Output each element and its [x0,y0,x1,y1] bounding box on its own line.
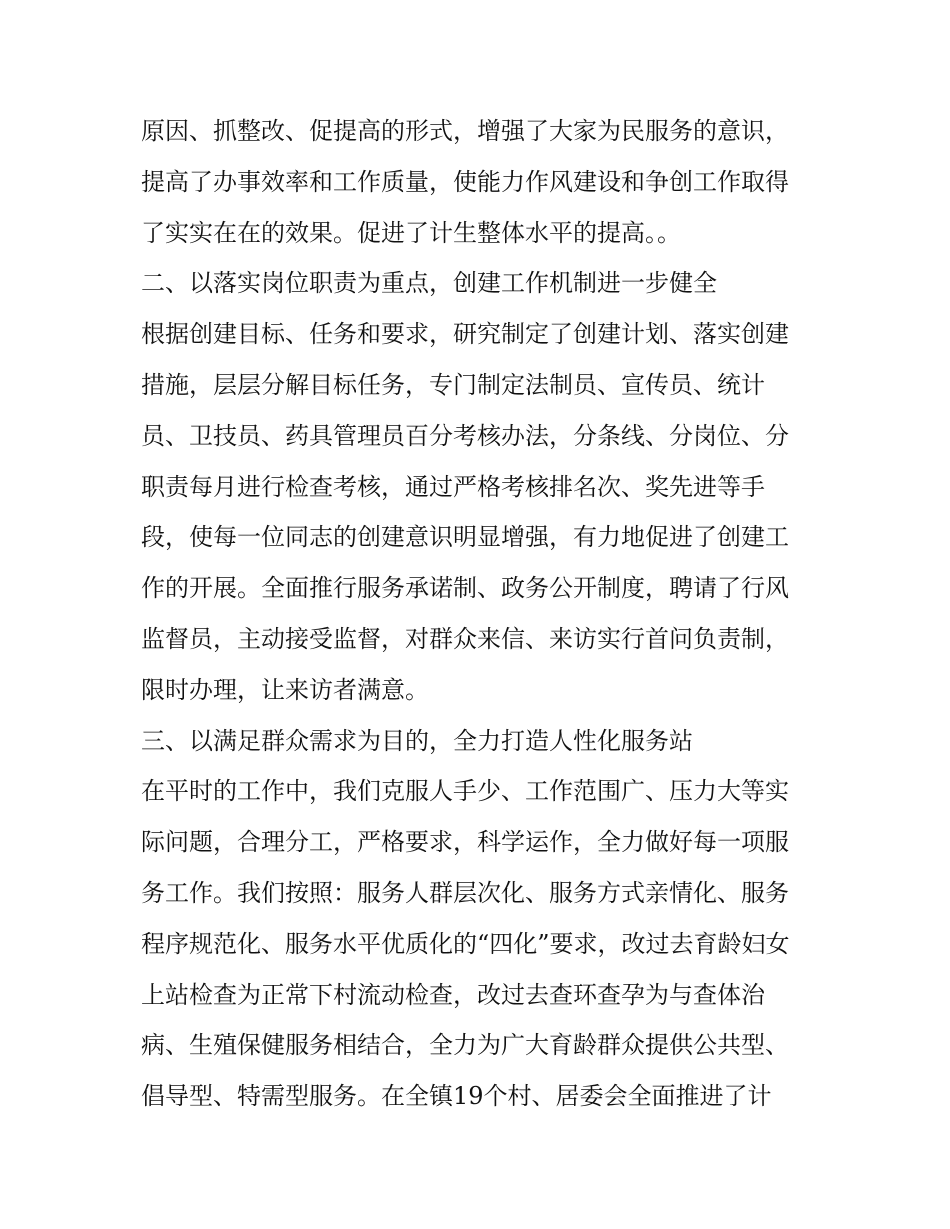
text-line-1: 原因、抓整改、促提高的形式，增强了大家为民服务的意识， [141,117,789,145]
section-heading-2: 二、以落实岗位职责为重点，创建工作机制进一步健全 [141,269,717,298]
text-line-7: 员、卫技员、药具管理员百分考核办法，分条线、分岗位、分 [141,421,789,450]
text-line-20: 倡导型、特需型服务。在全镇19个村、居委会全面推进了计 [141,1082,772,1111]
text-line-9: 段，使每一位同志的创建意识明显增强，有力地促进了创建工 [141,523,789,552]
text-line-15: 际问题，合理分工，严格要求，科学运作，全力做好每一项服 [141,828,789,857]
text-line-16: 务工作。我们按照：服务人群层次化、服务方式亲情化、服务 [141,878,789,907]
text-line-2: 提高了办事效率和工作质量，使能力作风建设和争创工作取得 [141,167,789,196]
text-line-12: 限时办理，让来访者满意。 [141,675,429,704]
text-line-14: 在平时的工作中，我们克服人手少、工作范围广、压力大等实 [141,777,789,806]
text-line-18: 上站检查为正常下村流动检查，改过去查环查孕为与查体治 [141,980,765,1009]
text-line-8: 职责每月进行检查考核，通过严格考核排名次、奖先进等手 [141,472,765,501]
text-line-5: 根据创建目标、任务和要求，研究制定了创建计划、落实创建 [141,320,789,349]
text-line-10: 作的开展。全面推行服务承诺制、政务公开制度，聘请了行风 [141,574,789,603]
text-line-11: 监督员，主动接受监督，对群众来信、来访实行首问负责制， [141,624,789,653]
section-heading-3: 三、以满足群众需求为目的，全力打造人性化服务站 [141,726,693,755]
body-text [141,106,821,1122]
text-line-6: 措施，层层分解目标任务，专门制定法制员、宣传员、统计 [141,370,765,399]
text-line-17: 程序规范化、服务水平优质化的“四化”要求，改过去育龄妇女 [141,929,790,958]
text-line-19: 病、生殖保健服务相结合，全力为广大育龄群众提供公共型、 [141,1031,789,1060]
text-line-3: 了实实在在的效果。促进了计生整体水平的提高。。 [141,218,681,247]
